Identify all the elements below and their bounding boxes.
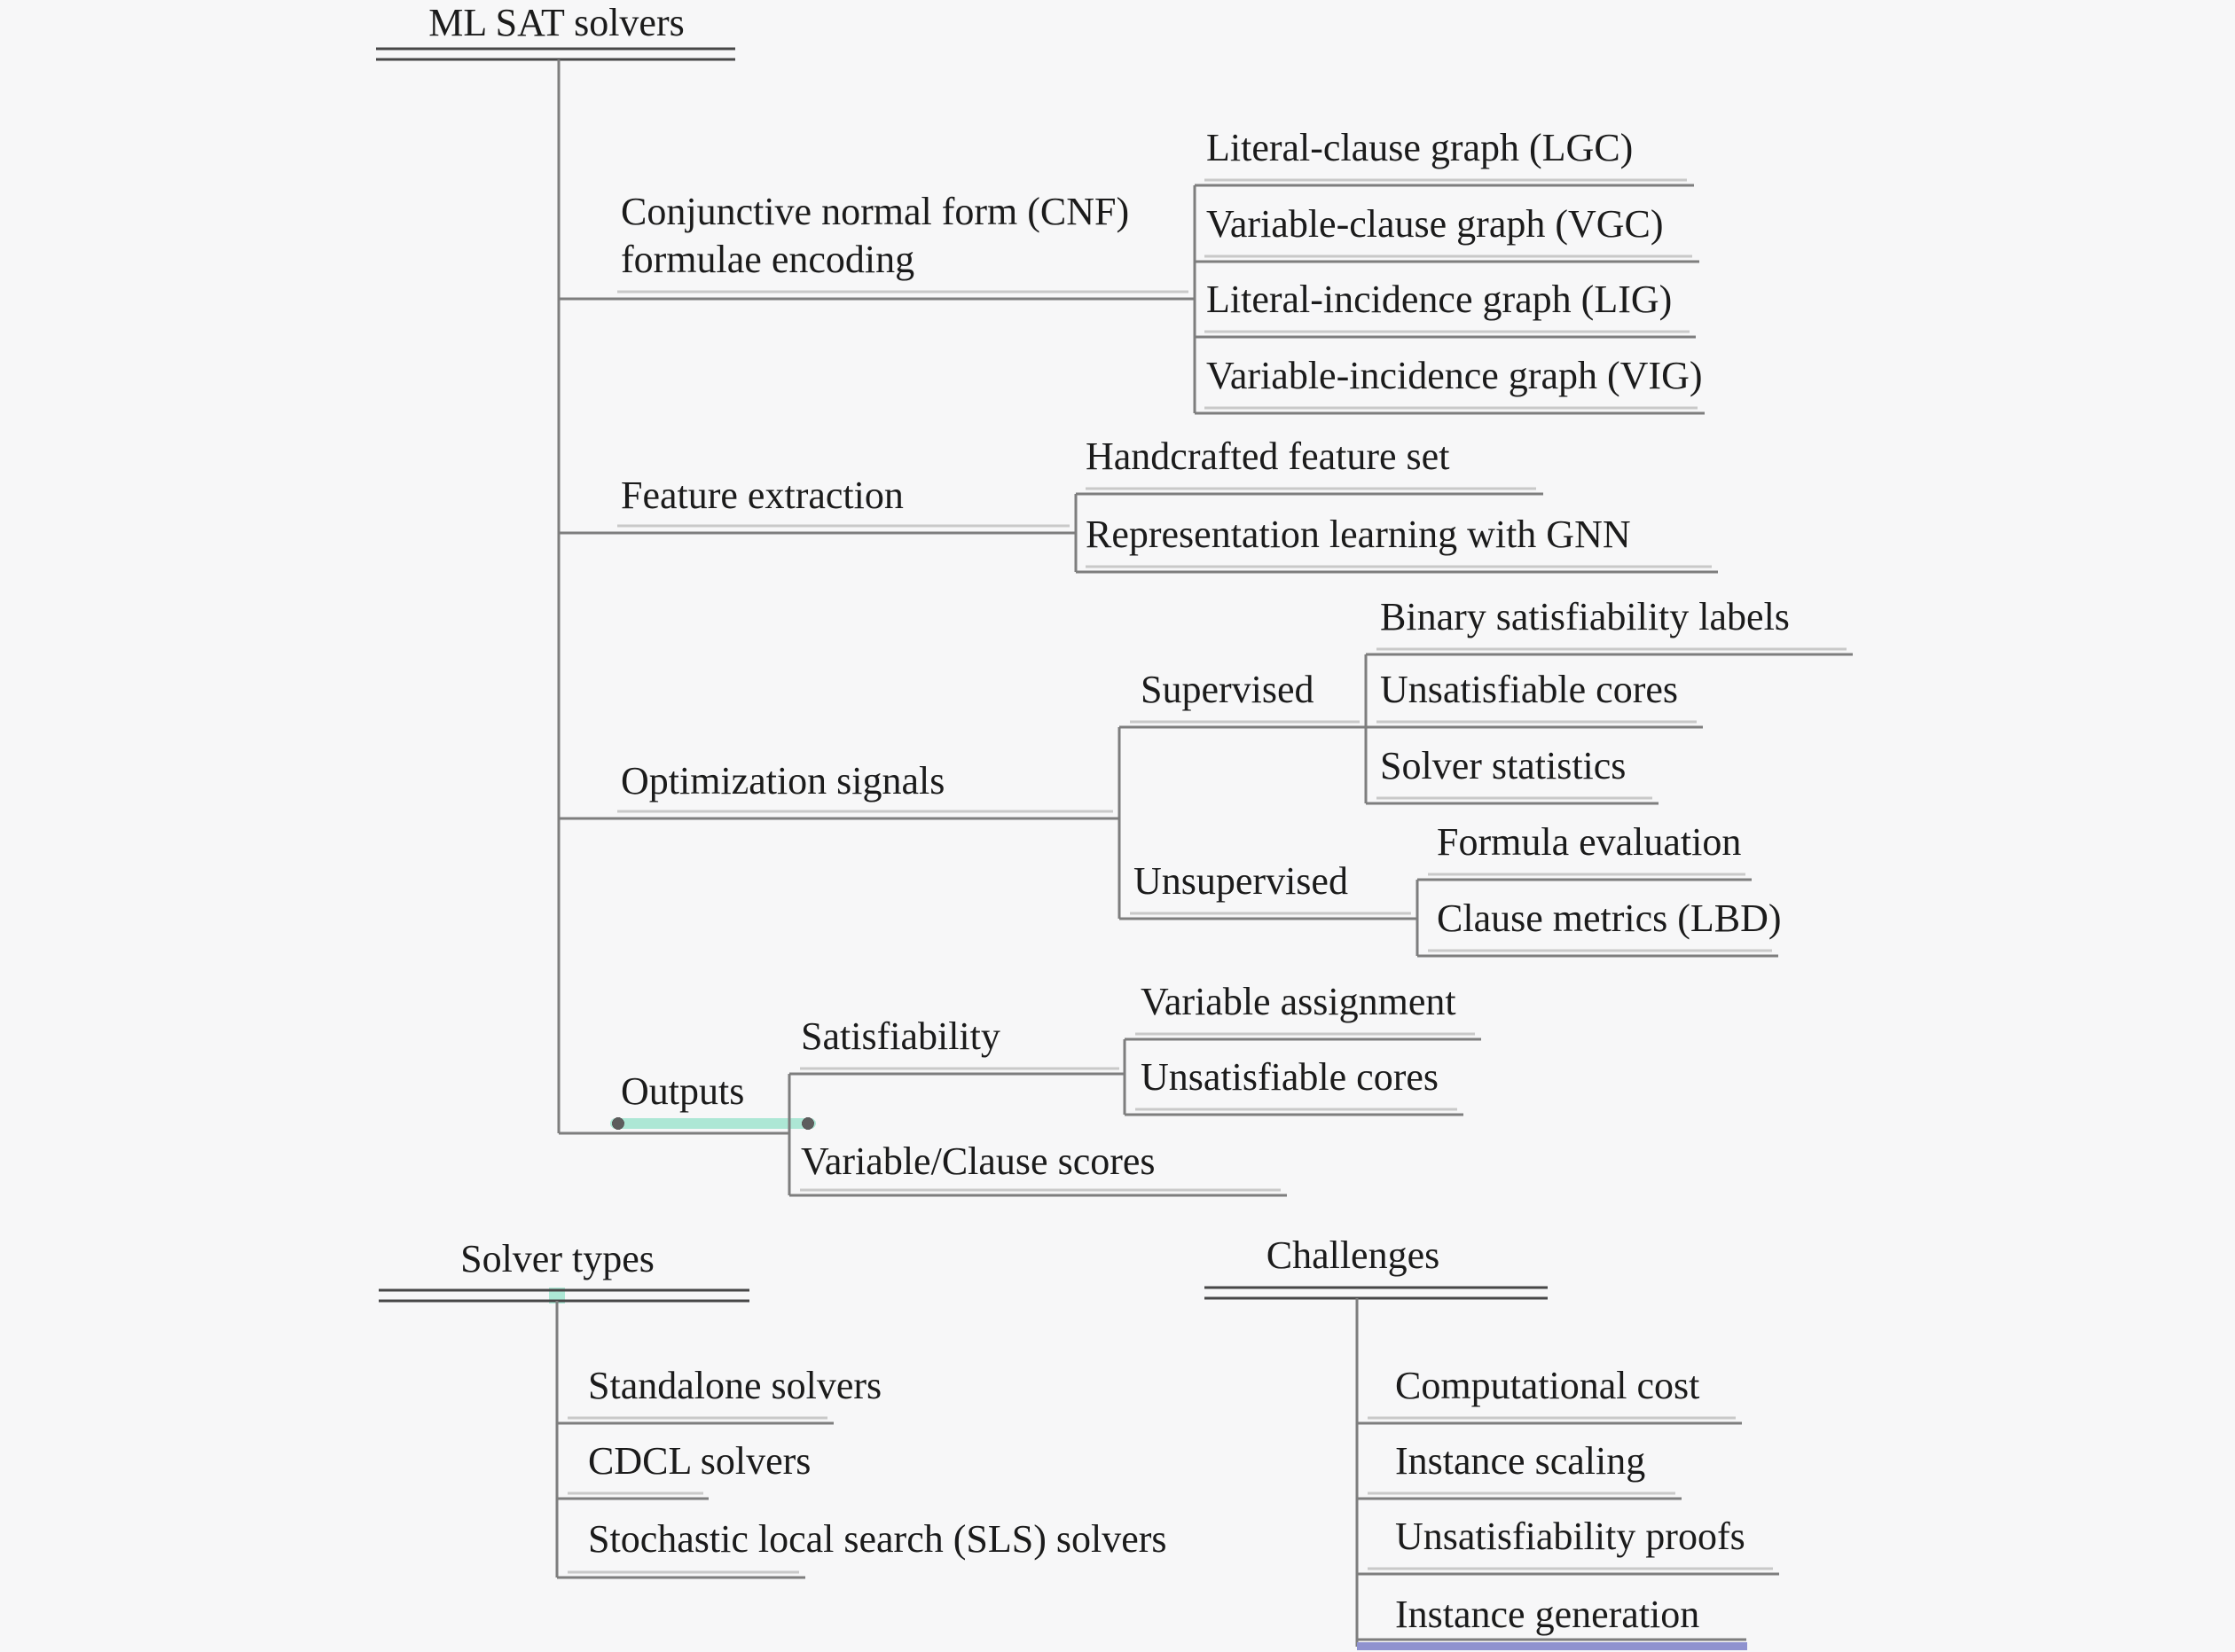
node-optimization-signals: Optimization signals: [621, 759, 945, 803]
node-variable-incidence-graph: Variable-incidence graph (VIG): [1206, 354, 1703, 397]
node-standalone-solvers: Standalone solvers: [588, 1364, 882, 1407]
node-solver-statistics: Solver statistics: [1380, 744, 1627, 787]
node-binary-satisfiability-labels: Binary satisfiability labels: [1380, 595, 1790, 638]
underline-endcap-icon: [612, 1117, 624, 1130]
instance-generation-highlight-bar: [1357, 1642, 1747, 1650]
node-unsatisfiability-proofs: Unsatisfiability proofs: [1395, 1515, 1745, 1558]
node-literal-incidence-graph: Literal-incidence graph (LIG): [1206, 278, 1673, 321]
node-formula-evaluation: Formula evaluation: [1437, 820, 1742, 864]
node-clause-metrics-lbd: Clause metrics (LBD): [1437, 896, 1782, 940]
node-sls-solvers: Stochastic local search (SLS) solvers: [588, 1517, 1167, 1561]
underline-endcap-icon: [802, 1117, 814, 1130]
node-cnf-encoding: Conjunctive normal form (CNF) formulae encoding: [621, 190, 1130, 281]
node-unsupervised: Unsupervised: [1133, 859, 1348, 903]
node-satisfiability: Satisfiability: [801, 1014, 1000, 1058]
node-unsatisfiable-cores-outputs: Unsatisfiable cores: [1141, 1055, 1439, 1099]
node-solver-types: Solver types: [460, 1237, 655, 1280]
node-handcrafted-feature-set: Handcrafted feature set: [1086, 435, 1450, 478]
outputs-highlight-bar: [610, 1118, 816, 1129]
node-challenges: Challenges: [1266, 1233, 1440, 1277]
node-variable-clause-graph: Variable-clause graph (VGC): [1206, 202, 1664, 246]
node-feature-extraction: Feature extraction: [621, 474, 904, 517]
node-variable-assignment: Variable assignment: [1141, 980, 1456, 1023]
node-unsatisfiable-cores-supervised: Unsatisfiable cores: [1380, 668, 1678, 711]
node-instance-scaling: Instance scaling: [1395, 1439, 1646, 1483]
node-ml-sat-solvers: ML SAT solvers: [428, 1, 685, 44]
node-representation-learning-gnn: Representation learning with GNN: [1086, 513, 1631, 556]
node-computational-cost: Computational cost: [1395, 1364, 1700, 1407]
node-instance-generation: Instance generation: [1395, 1593, 1700, 1636]
node-cdcl-solvers: CDCL solvers: [588, 1439, 812, 1483]
node-variable-clause-scores: Variable/Clause scores: [801, 1139, 1156, 1183]
node-literal-clause-graph: Literal-clause graph (LGC): [1206, 126, 1634, 169]
node-outputs: Outputs: [621, 1069, 745, 1113]
node-supervised: Supervised: [1141, 668, 1314, 711]
